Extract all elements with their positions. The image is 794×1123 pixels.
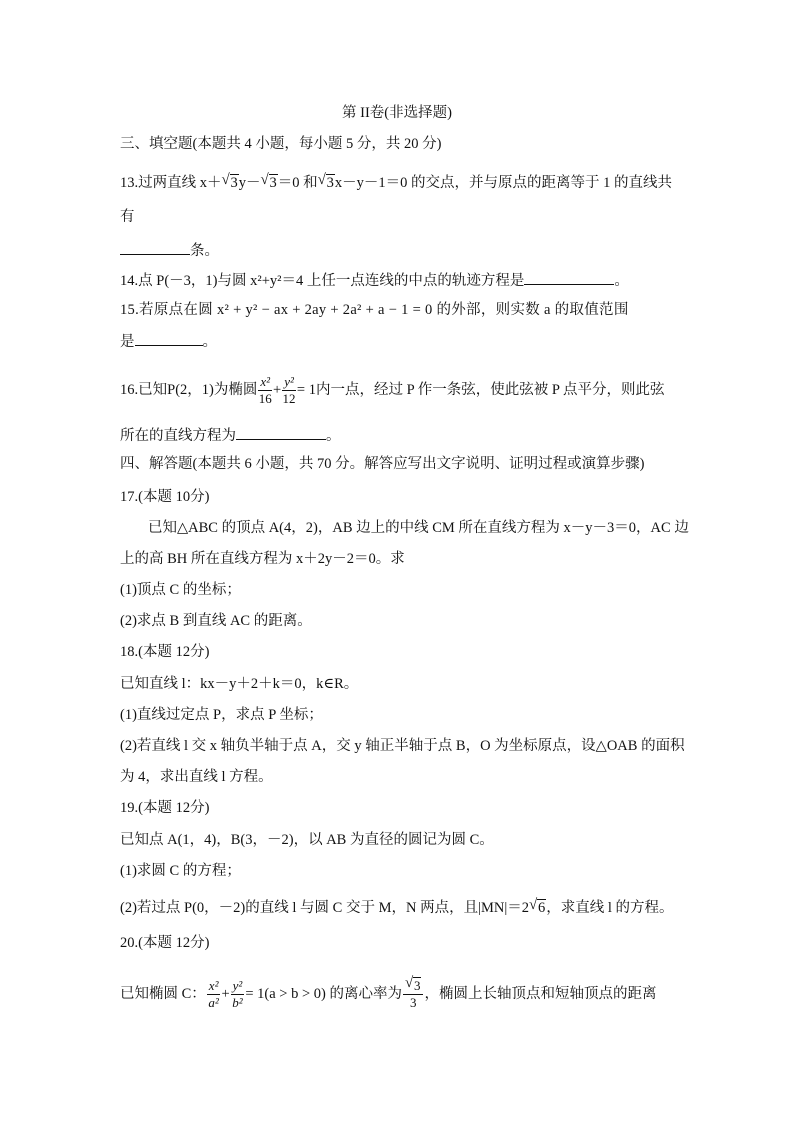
fraction-x2-16: $\frac{\text{x²}}{16}$ (258, 374, 272, 407)
question-13-line1: 13.过两直线 x＋ √ 3y－ √ 3＝0 和 √ 3x－y－1＝0 的交点，并与原点的距离等于 1 的直线共 (120, 172, 672, 191)
question-19-line1: 已知点 A(1，4)，B(3，－2)，以 AB 为直径的圆记为圆 C。 (120, 832, 494, 848)
question-18-sub2-cont: 为 4，求出直线 l 方程。 (120, 769, 273, 785)
question-15-line1: 15.若原点在圆 x² + y² − ax + 2ay + 2a² + a − 1 = 0 的外部，则实数 a 的取值范围 (120, 302, 629, 318)
answer-blank-14 (524, 270, 614, 285)
question-17-line1: 已知△ABC 的顶点 A(4，2)，AB 边上的中线 CM 所在直线方程为 x－y－3＝0，AC 边 (148, 520, 689, 536)
sqrt-3-a: √ 3 (221, 172, 238, 191)
question-16-line1: 16.已知P(2，1)为椭圆 $\frac{\text{x²}}{16}$ + $\frac{\text{y²}}{12}$ = 1内一点，经过 P 作一条弦，使此弦被 P 点平分，则此弦 (120, 374, 665, 407)
answer-blank-16 (236, 425, 326, 440)
fraction-y2-12: $\frac{\text{y²}}{12}$ (282, 374, 296, 407)
question-15-line2: 是 。 (120, 331, 217, 352)
question-20-title: 20.(本题 12分) (120, 935, 210, 951)
sqrt-6: √ 6 (529, 897, 546, 916)
question-17-sub2: (2)求点 B 到直线 AC 的距离。 (120, 613, 312, 629)
question-18-line1: 已知直线 l：kx－y＋2＋k＝0，k∈R。 (120, 676, 359, 692)
question-13-line3: 条。 (120, 240, 219, 261)
question-20-line1: 已知椭圆 C： $\frac{\text{x²}}{\text{a²}}$ + $\frac{\text{y²}}{\text{b²}}$ = 1(a > b > 0) 的离心率为 √ 3 3 ，椭圆上长轴顶点和短轴顶点的距离 (120, 975, 657, 1011)
part4-heading: 四、解答题(本题共 6 小题，共 70 分。解答应写出文字说明、证明过程或演算步骤) (120, 456, 645, 472)
question-19-title: 19.(本题 12分) (120, 800, 210, 816)
part3-heading: 三、填空题(本题共 4 小题，每小题 5 分，共 20 分) (120, 136, 442, 152)
fraction-x2-a2: $\frac{\text{x²}}{\text{a²}}$ (208, 978, 219, 1011)
question-17-line2: 上的高 BH 所在直线方程为 x＋2y－2＝0。求 (120, 551, 405, 567)
answer-blank-15 (135, 331, 203, 346)
question-18-sub2: (2)若直线 l 交 x 轴负半轴于点 A，交 y 轴正半轴于点 B，O 为坐标原点，设△OAB 的面积 (120, 738, 685, 754)
sqrt-3-b: √ 3 (260, 172, 277, 191)
fraction-sqrt3-3: √ 3 3 (403, 978, 424, 1011)
question-16-line2: 所在的直线方程为 。 (120, 425, 341, 446)
section-title: 第 II卷(非选择题) (342, 105, 452, 121)
question-18-sub1: (1)直线过定点 P，求点 P 坐标； (120, 707, 323, 723)
question-17-sub1: (1)顶点 C 的坐标； (120, 582, 241, 598)
question-19-sub2: (2)若过点 P(0，－2)的直线 l 与圆 C 交于 M，N 两点，且|MN|＝2 √ 6，求直线 l 的方程。 (120, 897, 674, 916)
question-14: 14.点 P(－3，1)与圆 x²+y²＝4 上任一点连线的中点的轨迹方程是 。 (120, 270, 629, 291)
question-18-title: 18.(本题 12分) (120, 644, 210, 660)
question-17-title: 17.(本题 10分) (120, 489, 210, 505)
sqrt-3-c: √ 3 (317, 172, 334, 191)
fraction-y2-b2: $\frac{\text{y²}}{\text{b²}}$ (232, 978, 243, 1011)
question-19-sub1: (1)求圆 C 的方程； (120, 863, 241, 879)
answer-blank-13 (120, 240, 190, 255)
question-13-line2: 有 (120, 209, 135, 225)
